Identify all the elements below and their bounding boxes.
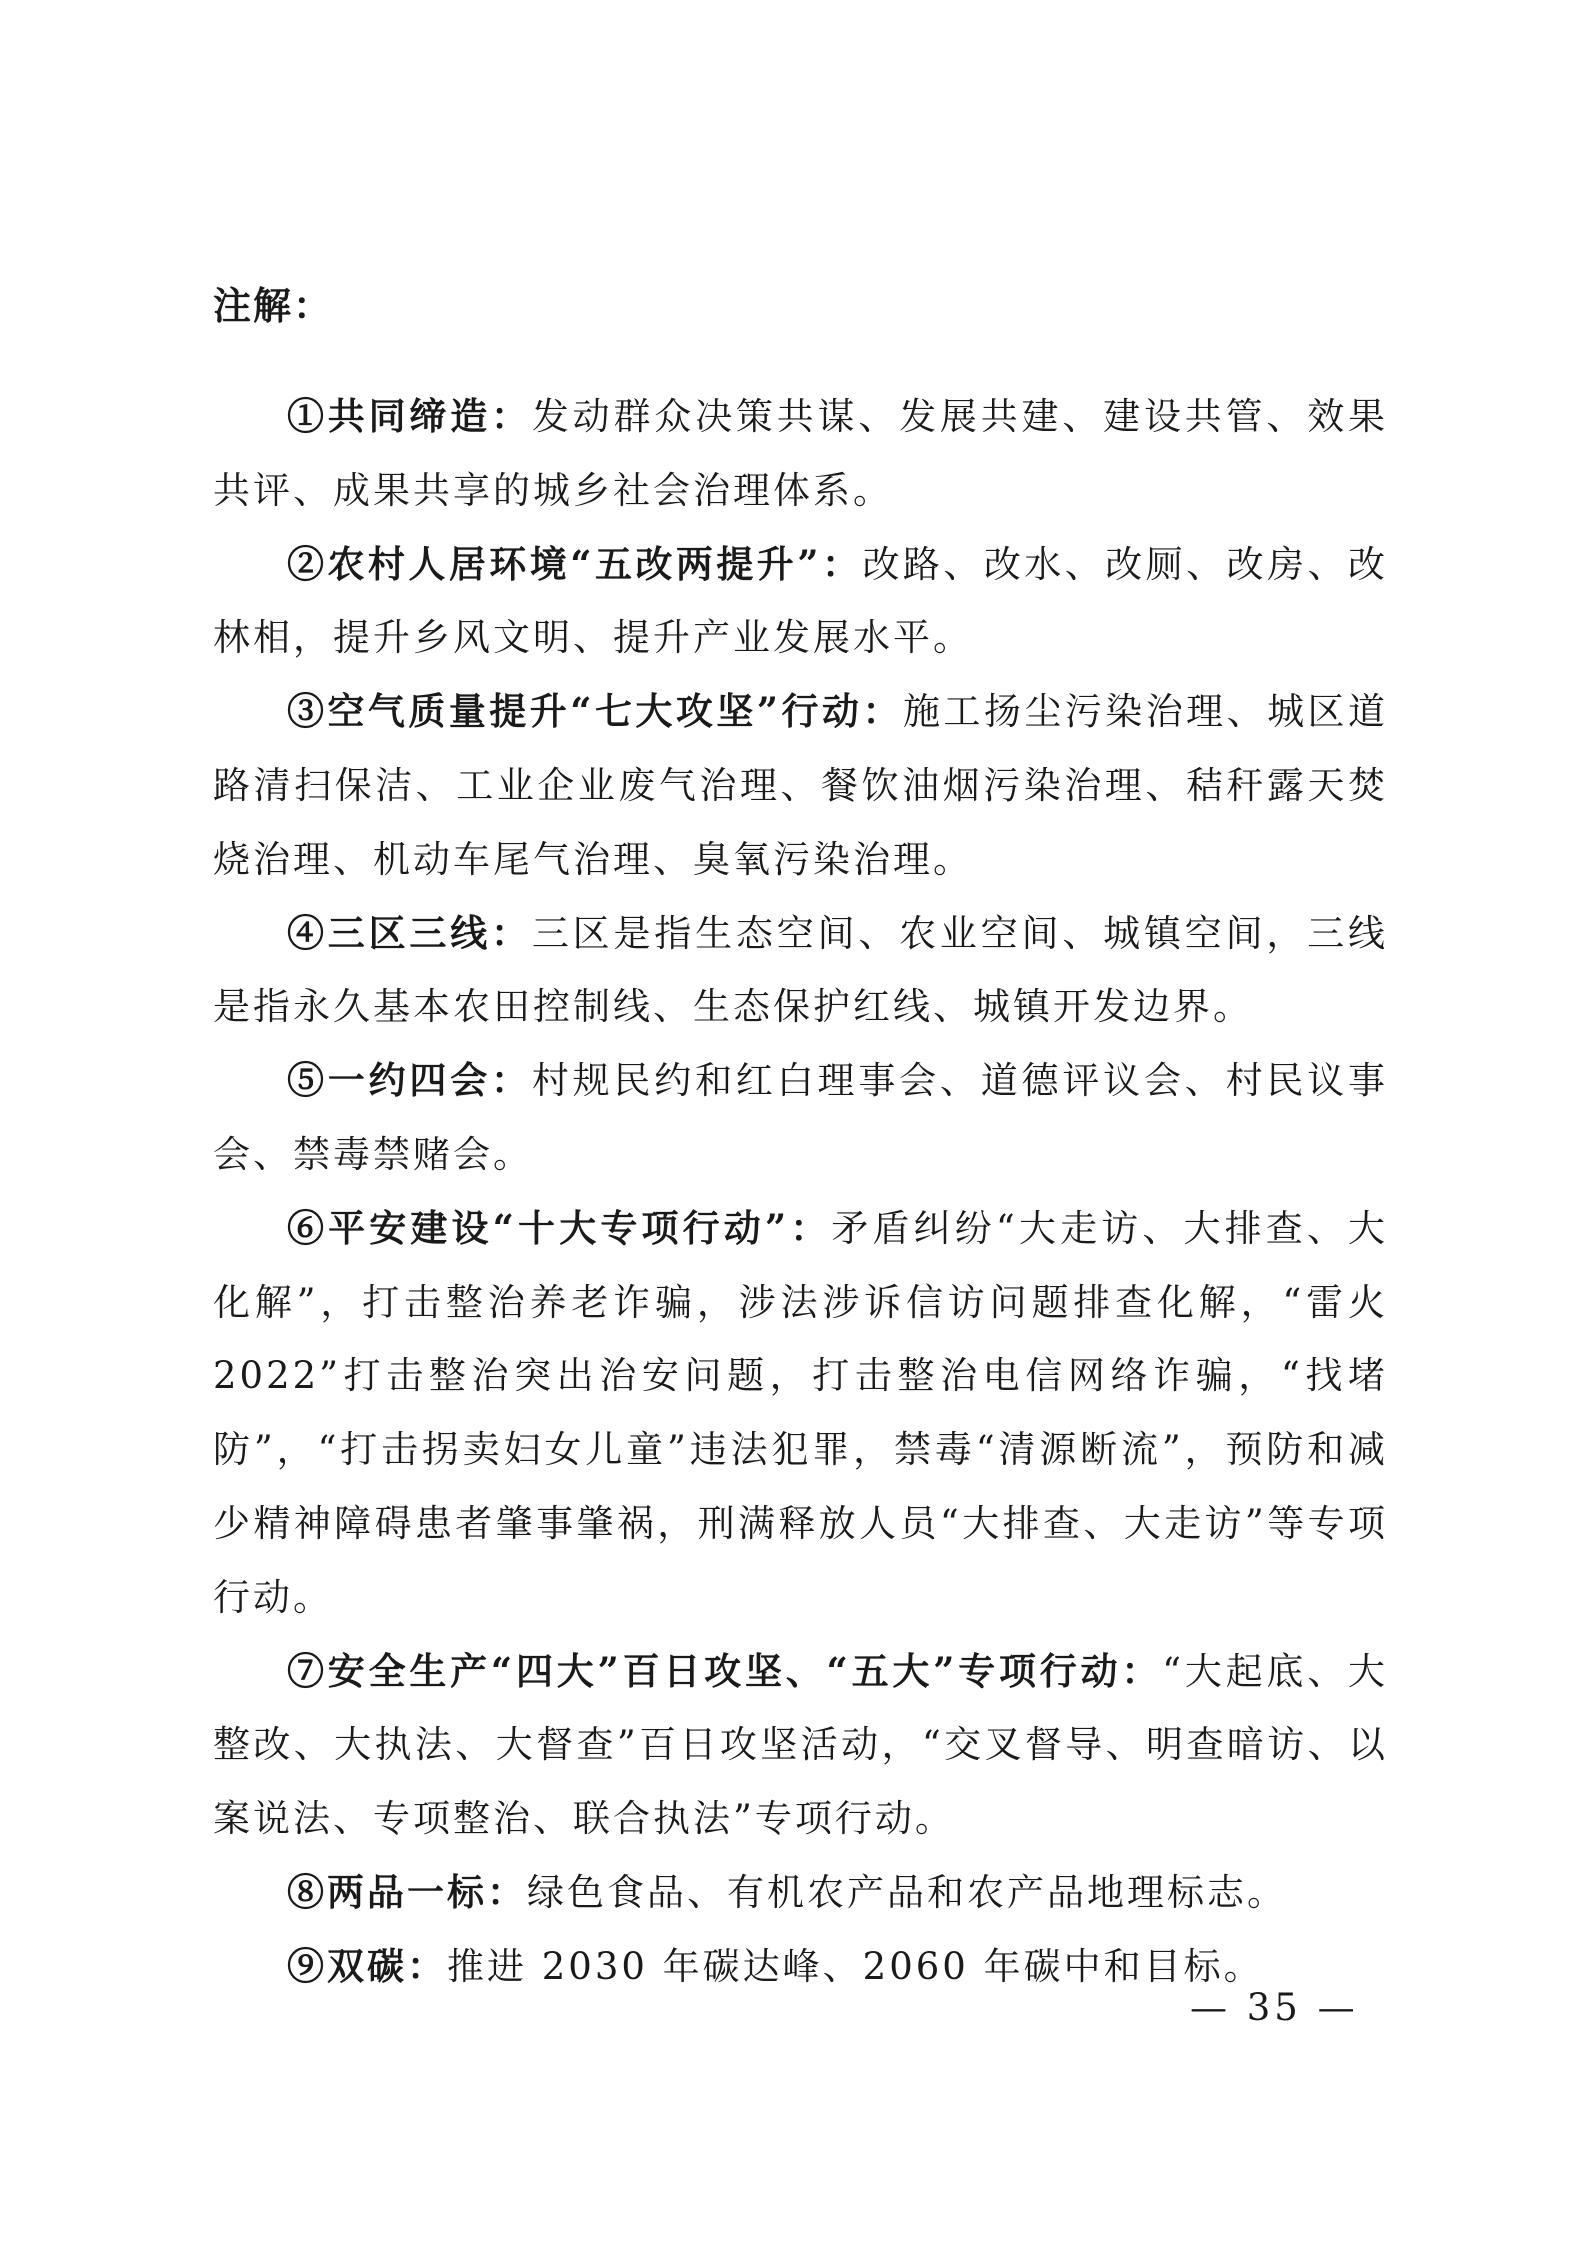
note-text: 推进 2030 年碳达峰、2060 年碳中和目标。 (447, 1944, 1264, 1988)
note-term: ⑤一约四会： (287, 1058, 532, 1103)
note-item (213, 897, 1388, 1045)
note-term: ②农村人居环境“五改两提升”： (287, 541, 863, 586)
note-text: 村规民约和红白理事会、道德评议会、村民议事会、禁毒禁赌会。 (213, 1059, 1389, 1176)
note-item (213, 675, 1388, 896)
note-term: ①共同缔造： (287, 394, 532, 438)
note-text: 施工扬尘污染治理、城区道路清扫保洁、工业企业废气治理、餐饮油烟污染治理、秸秆露天焚烧治理、机动车尾气治理、臭氧污染治理。 (213, 690, 1388, 881)
note-item (213, 380, 1388, 528)
note-text: 矛盾纠纷“大走访、大排查、大化解”，打击整治养老诈骗，涉法涉诉信访问题排查化解，“雷火 2022”打击整治突出治安问题，打击整治电信网络诈骗，“找堵防”，“打击拐卖妇女儿童”违法犯罪，禁毒“清源断流”，预防和减少精神障碍患者肇事肇祸，刑满释放人员“大排查、大走访”等专项行动。 (213, 1206, 1388, 1619)
note-text: 发动群众决策共谋、发展共建、建设共管、效果共评、成果共享的城乡社会治理体系。 (213, 395, 1389, 512)
note-item (213, 1192, 1388, 1635)
note-term: ⑦安全生产“四大”百日攻坚、“五大”专项行动： (287, 1648, 1163, 1693)
note-term: ⑧两品一标： (287, 1869, 527, 1914)
note-term: ③空气质量提升“七大攻坚”行动： (287, 689, 903, 734)
note-text: “大起底、大整改、大执法、大督查”百日攻坚活动，“交叉督导、明查暗访、以案说法、专项整治、联合执法”专项行动。 (213, 1649, 1388, 1841)
note-text: 绿色食品、有机农产品和农产品地理标志。 (527, 1870, 1287, 1914)
note-text: 改路、改水、改厕、改房、改林相，提升乡风文明、提升产业发展水平。 (213, 542, 1388, 660)
note-item (213, 1856, 1388, 1930)
note-item (213, 1635, 1388, 1856)
note-text: 三区是指生态空间、农业空间、城镇空间，三线是指永久基本农田控制线、生态保护红线、城镇开发边界。 (213, 911, 1389, 1029)
note-term: ⑨双碳： (287, 1943, 447, 1988)
notes-list (213, 380, 1388, 2004)
notes-heading: 注解： (213, 283, 334, 328)
note-term: ⑥平安建设“十大专项行动”： (287, 1205, 832, 1250)
note-item (213, 528, 1388, 676)
note-item (213, 1044, 1388, 1192)
note-term: ④三区三线： (287, 910, 532, 955)
page-number: — 35 — (1190, 1986, 1359, 2029)
